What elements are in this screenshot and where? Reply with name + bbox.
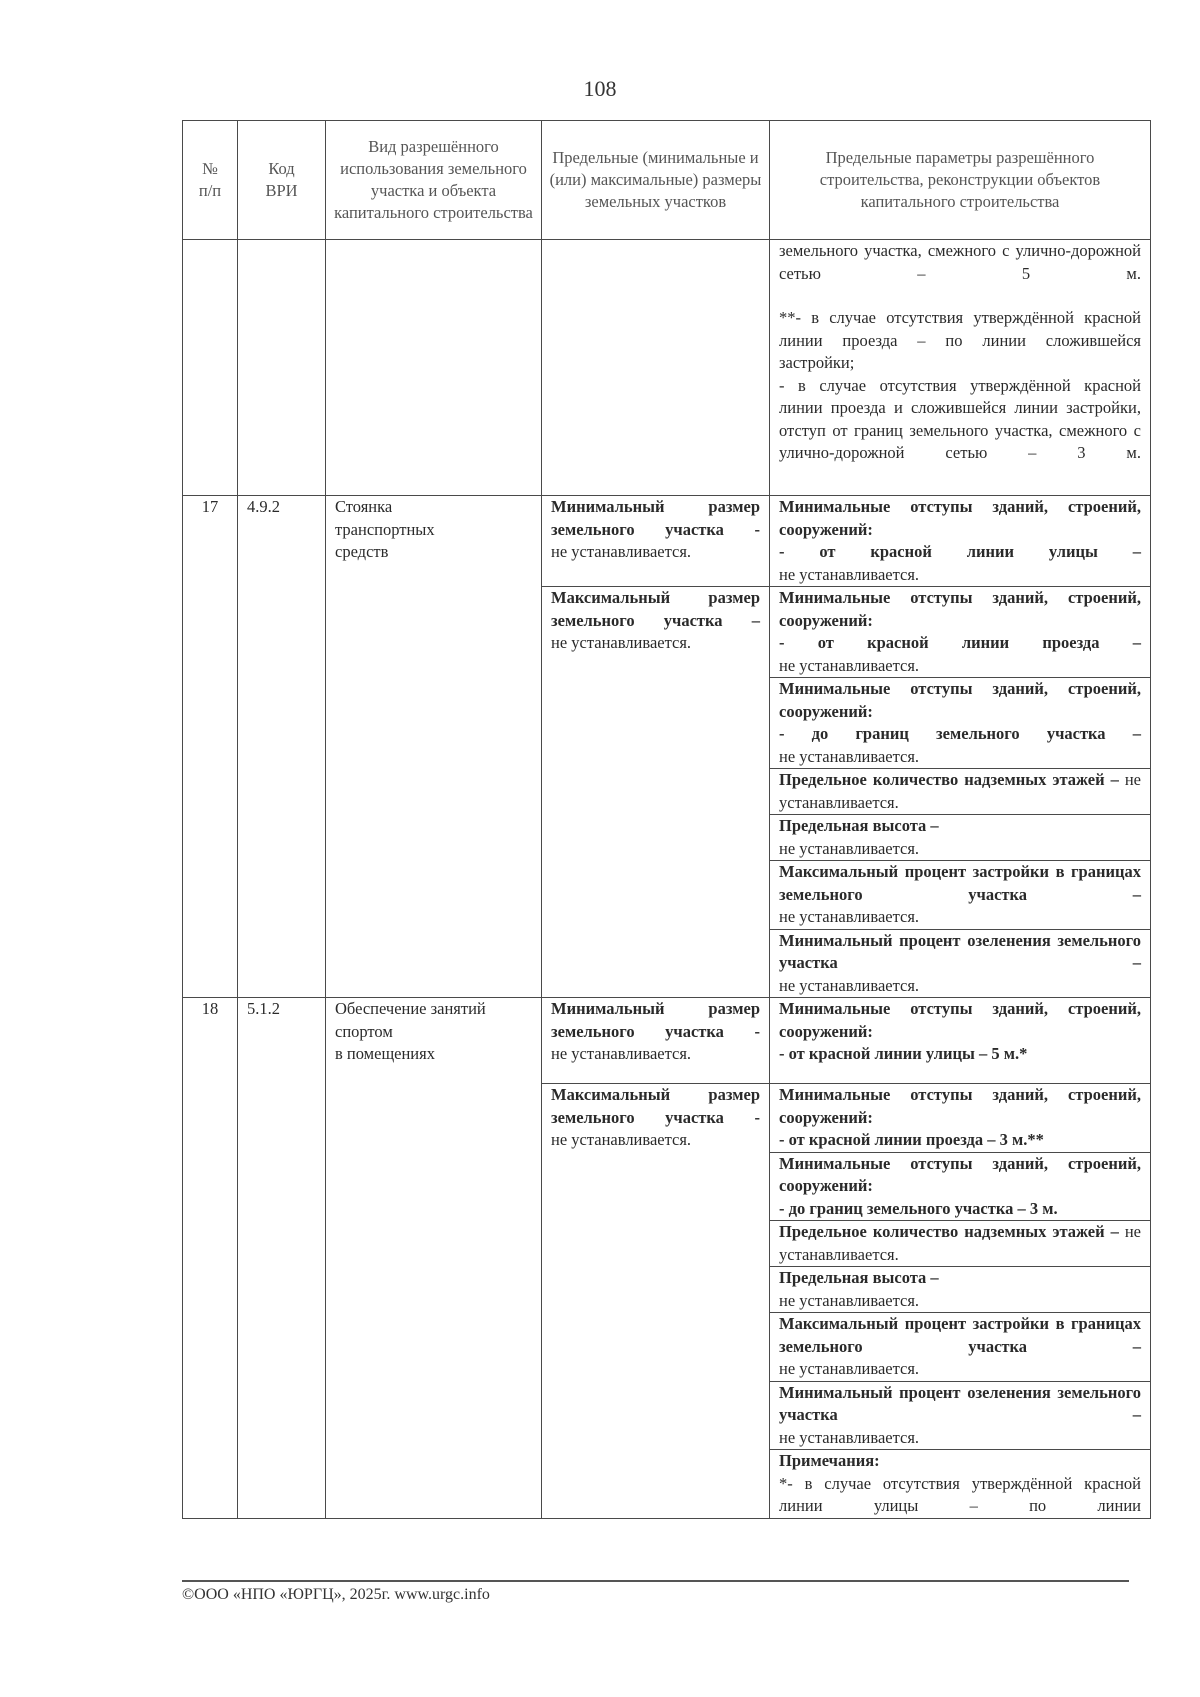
param-cell <box>770 678 1151 769</box>
param-value: не устанавливается. <box>779 838 920 858</box>
param-sub: - до границ земельного участка – <box>779 724 1141 743</box>
param-cell <box>770 1152 1151 1221</box>
min-size-value: не устанавливается. <box>551 1044 692 1063</box>
continuation-note-b: - в случае отсутствия утверждённой красной линии проезда и сложившейся линии застройки, отступ от границ земельного участка, смежного с улично-дорожной сетью – 3 м. <box>779 375 1141 462</box>
param-sub: - от красной линии проезда – <box>779 633 1141 652</box>
param-value: не устанавливается. <box>779 564 920 584</box>
param-title: Минимальные отступы зданий, строений, сооружений: <box>779 588 1141 630</box>
max-size-title: Максимальный размер земельного участка - <box>551 1085 760 1127</box>
param-cell <box>770 1221 1151 1267</box>
max-size-title: Максимальный размер земельного участка – <box>551 588 760 630</box>
param-title: Минимальные отступы зданий, строений, сооружений: <box>779 999 1141 1041</box>
param-cell <box>770 587 1151 678</box>
max-size-cell <box>542 587 770 998</box>
notes-text: *- в случае отсутствия утверждённой красной линии улицы – по линии <box>779 1473 1141 1515</box>
param-title: Минимальные отступы зданий, строений, сооружений: <box>779 1153 1141 1195</box>
table-row-continuation <box>183 240 1151 496</box>
max-size-cell <box>542 1084 770 1519</box>
row-use-type: Стоянка транспортных средств <box>326 496 542 998</box>
param-cell <box>770 1313 1151 1382</box>
header-num: № п/п <box>183 121 238 240</box>
notes-cell <box>770 1450 1151 1519</box>
param-cell <box>770 815 1151 861</box>
param-title: Предельная высота – <box>779 1268 939 1287</box>
continuation-note-a: **- в случае отсутствия утверждённой красной линии проезда – по линии сложившейся застройки; <box>779 308 1141 372</box>
table-header-row <box>183 121 1151 240</box>
param-value: не устанавливается. <box>779 1427 920 1447</box>
param-cell <box>770 1084 1151 1153</box>
param-title: Максимальный процент застройки в границах земельного участка – <box>779 862 1141 904</box>
param-title: Минимальный процент озеленения земельного участка – <box>779 1382 1141 1424</box>
max-size-value: не устанавливается. <box>551 1130 692 1149</box>
min-size-title: Минимальный размер земельного участка - <box>551 497 760 539</box>
header-use-type: Вид разрешённого использования земельного участка и объекта капитального строительства <box>326 121 542 240</box>
param-title: Минимальные отступы зданий, строений, сооружений: <box>779 1085 1141 1127</box>
row-number: 17 <box>183 496 238 998</box>
param-sub: - от красной линии улицы – 5 м.* <box>779 1044 1028 1063</box>
continuation-line: земельного участка, смежного с улично-дорожной сетью – 5 м. <box>779 241 1141 283</box>
param-value: не устанавливается. <box>779 770 1141 812</box>
row-code: 5.1.2 <box>238 998 326 1519</box>
header-code: Код ВРИ <box>238 121 326 240</box>
param-line <box>779 1221 1141 1266</box>
param-title: Максимальный процент застройки в границах земельного участка – <box>779 1314 1141 1356</box>
table-row <box>183 998 1151 1084</box>
max-size-value: не устанавливается. <box>551 633 692 652</box>
param-title: Минимальные отступы зданий, строений, сооружений: <box>779 497 1141 539</box>
param-line <box>779 769 1141 814</box>
param-cell <box>770 769 1151 815</box>
min-size-cell <box>542 496 770 587</box>
page-number: 108 <box>583 76 617 101</box>
param-title: Предельная высота – <box>779 816 939 835</box>
param-title: Предельное количество надземных этажей – <box>779 770 1119 789</box>
header-build-params: Предельные параметры разрешённого строительства, реконструкции объектов капитального строительства <box>770 121 1151 240</box>
regulations-table <box>182 120 1151 1519</box>
param-sub: - от красной линии проезда – 3 м.** <box>779 1130 1044 1149</box>
table-row <box>183 496 1151 587</box>
param-cell <box>770 1267 1151 1313</box>
footer-divider <box>182 1580 1129 1582</box>
param-cell <box>770 998 1151 1084</box>
param-sub: - до границ земельного участка – 3 м. <box>779 1198 1058 1218</box>
param-cell <box>770 496 1151 587</box>
param-value: не устанавливается. <box>779 907 920 926</box>
param-cell <box>770 1381 1151 1450</box>
param-value: не устанавливается. <box>779 746 920 766</box>
param-value: не устанавливается. <box>779 1290 920 1310</box>
min-size-value: не устанавливается. <box>551 542 692 561</box>
param-value: не устанавливается. <box>779 975 920 995</box>
param-title: Предельное количество надземных этажей – <box>779 1222 1119 1241</box>
header-plot-sizes: Предельные (минимальные и (или) максимальные) размеры земельных участков <box>542 121 770 240</box>
param-sub: - от красной линии улицы – <box>779 542 1141 561</box>
row-use-type: Обеспечение занятий спортом в помещениях <box>326 998 542 1519</box>
notes-title: Примечания: <box>779 1451 880 1470</box>
param-title: Минимальные отступы зданий, строений, сооружений: <box>779 679 1141 721</box>
param-title: Минимальный процент озеленения земельного участка – <box>779 930 1141 972</box>
row-number: 18 <box>183 998 238 1519</box>
param-cell <box>770 861 1151 930</box>
row-code: 4.9.2 <box>238 496 326 998</box>
param-value: не устанавливается. <box>779 655 920 675</box>
param-value: не устанавливается. <box>779 1359 920 1378</box>
min-size-cell <box>542 998 770 1084</box>
param-cell <box>770 929 1151 998</box>
footer-copyright: ©ООО «НПО «ЮРГЦ», 2025г. www.urgc.info <box>182 1586 490 1603</box>
min-size-title: Минимальный размер земельного участка - <box>551 999 760 1041</box>
param-value: не устанавливается. <box>779 1222 1141 1264</box>
continuation-cell <box>770 240 1151 496</box>
